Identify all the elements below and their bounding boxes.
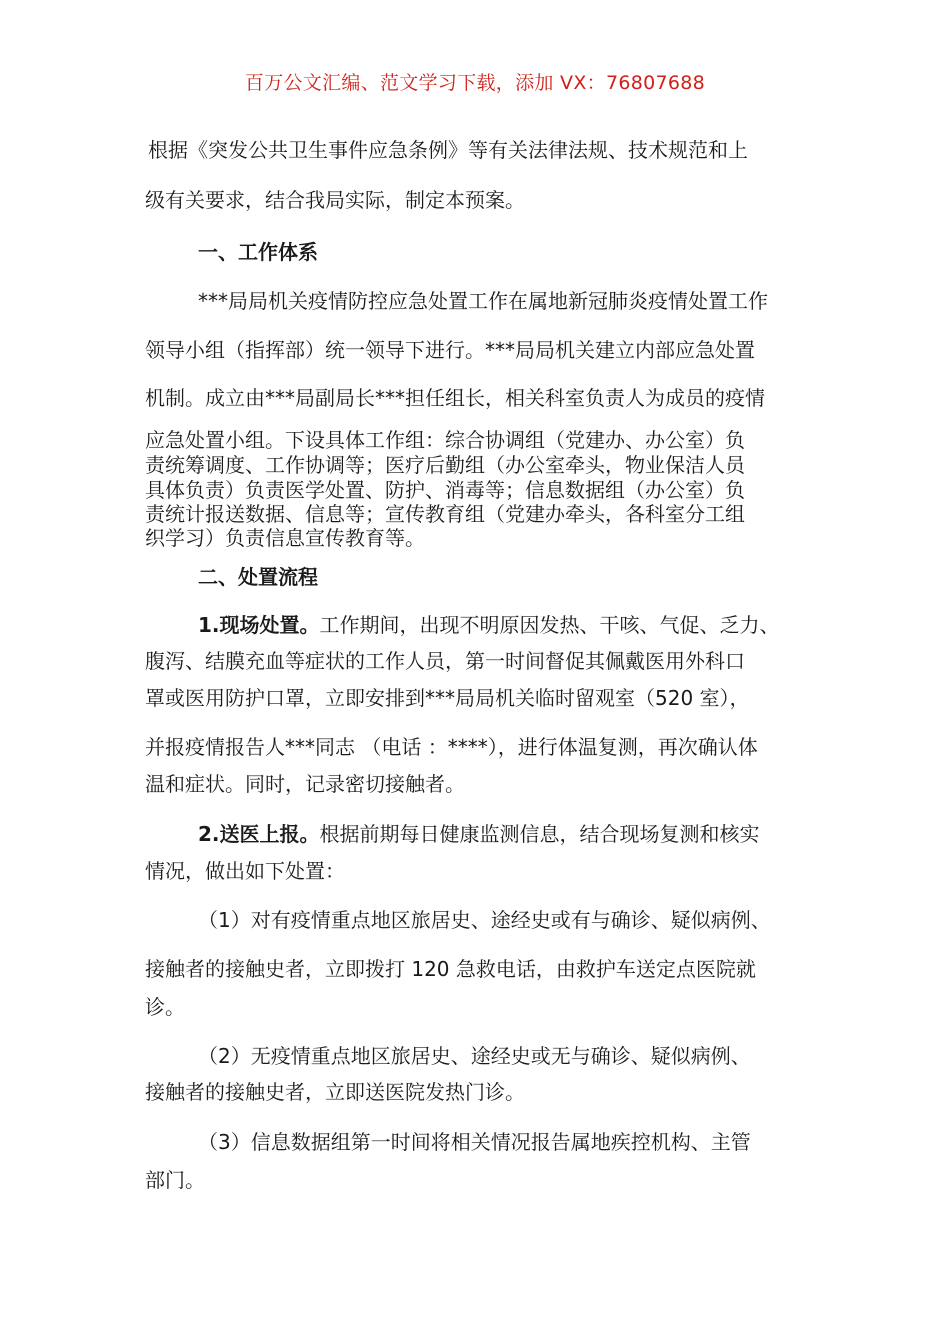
section-1-line: ***局局机关疫情防控应急处置工作在属地新冠肺炎疫情处置工作 — [198, 289, 768, 313]
section-1-heading: 一、工作体系 — [198, 240, 318, 264]
sub-item-3-line: （3）信息数据组第一时间将相关情况报告属地疾控机构、主管 — [198, 1130, 751, 1154]
item-2-first-line — [198, 820, 760, 848]
section-1-line: 应急处置小组。下设具体工作组：综合协调组（党建办、办公室）负 — [145, 428, 745, 452]
intro-line-1: 根据《突发公共卫生事件应急条例》等有关法律法规、技术规范和上 — [148, 138, 748, 162]
intro-line-2: 级有关要求，结合我局实际，制定本预案。 — [145, 188, 525, 212]
section-1-line: 领导小组（指挥部）统一领导下进行。***局局机关建立内部应急处置 — [145, 338, 755, 362]
sub-item-2-line: 接触者的接触史者，立即送医院发热门诊。 — [145, 1080, 525, 1104]
item-1-first-line — [198, 611, 780, 639]
section-1-line: 具体负责）负责医学处置、防护、消毒等；信息数据组（办公室）负 — [145, 478, 745, 502]
sub-item-1-line: （1）对有疫情重点地区旅居史、途经史或有与确诊、疑似病例、 — [198, 908, 771, 932]
download-banner: 百万公文汇编、范文学习下载，添加 VX：76807688 — [244, 72, 706, 94]
sub-item-2-line: （2）无疫情重点地区旅居史、途经史或无与确诊、疑似病例、 — [198, 1044, 751, 1068]
section-2-heading: 二、处置流程 — [198, 565, 318, 589]
sub-item-1-line: 接触者的接触史者，立即拨打 120 急救电话，由救护车送定点医院就 — [145, 957, 756, 981]
sub-item-1-line: 诊。 — [145, 995, 185, 1019]
item-1-line: 罩或医用防护口罩，立即安排到***局局机关临时留观室（520 室）， — [145, 686, 750, 710]
section-1-line: 责统计报送数据、信息等；宣传教育组（党建办牵头，各科室分工组 — [145, 502, 745, 526]
item-2-text: 根据前期每日健康监测信息，结合现场复测和核实 — [319, 822, 760, 846]
sub-item-3-line: 部门。 — [145, 1168, 205, 1192]
item-2-title: 2.送医上报。 — [198, 822, 320, 846]
item-1-line: 温和症状。同时，记录密切接触者。 — [145, 772, 465, 796]
section-1-line: 织学习）负责信息宣传教育等。 — [145, 526, 425, 550]
item-2-line: 情况，做出如下处置： — [145, 859, 345, 883]
item-1-title: 1.现场处置。 — [198, 613, 320, 637]
section-1-line: 责统筹调度、工作协调等；医疗后勤组（办公室牵头，物业保洁人员 — [145, 453, 745, 477]
item-1-line: 并报疫情报告人***同志 （电话 ：****），进行体温复测，再次确认体 — [145, 735, 758, 759]
section-1-line: 机制。成立由***局副局长***担任组长，相关科室负责人为成员的疫情 — [145, 386, 765, 410]
item-1-text: 工作期间，出现不明原因发热、干咳、气促、乏力、 — [319, 613, 780, 637]
item-1-line: 腹泻、结膜充血等症状的工作人员，第一时间督促其佩戴医用外科口 — [145, 649, 745, 673]
